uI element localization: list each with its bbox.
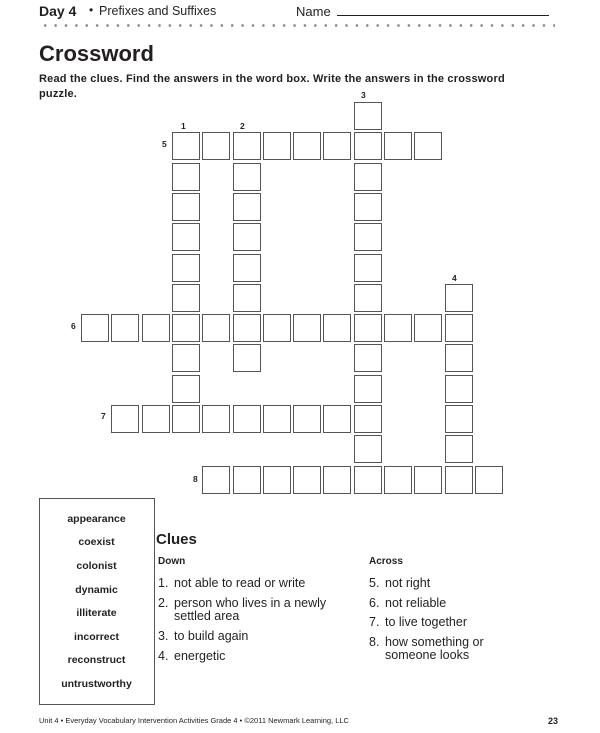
crossword-cell[interactable]	[354, 435, 382, 463]
crossword-cell[interactable]	[202, 132, 230, 160]
crossword-cell[interactable]	[172, 163, 200, 191]
crossword-cell[interactable]	[81, 314, 109, 342]
word-item: incorrect	[74, 631, 119, 643]
crossword-cell[interactable]	[172, 405, 200, 433]
down-clue-2	[158, 597, 336, 623]
crossword-cell[interactable]	[445, 435, 473, 463]
clue-number: 4.	[158, 649, 169, 663]
name-line[interactable]	[337, 15, 549, 16]
word-item: reconstruct	[67, 654, 126, 666]
across-clue-8	[369, 636, 509, 662]
crossword-cell[interactable]	[233, 223, 261, 251]
clue-text: not able to read or write	[174, 576, 306, 590]
crossword-cell[interactable]	[172, 193, 200, 221]
crossword-cell[interactable]	[142, 405, 170, 433]
crossword-cell[interactable]	[384, 132, 412, 160]
crossword-cell[interactable]	[293, 314, 321, 342]
crossword-cell[interactable]	[111, 405, 139, 433]
name-label: Name	[296, 4, 331, 19]
crossword-cell[interactable]	[172, 254, 200, 282]
crossword-cell[interactable]	[384, 466, 412, 494]
crossword-cell[interactable]	[354, 223, 382, 251]
crossword-cell[interactable]	[172, 284, 200, 312]
crossword-cell[interactable]	[233, 344, 261, 372]
crossword-cell[interactable]	[323, 314, 351, 342]
clue-number: 7.	[369, 615, 380, 629]
dotted-divider	[40, 24, 555, 27]
clue-number-2: 2	[240, 121, 245, 131]
crossword-cell[interactable]	[475, 466, 503, 494]
crossword-cell[interactable]	[445, 466, 473, 494]
header-bullet: •	[89, 3, 94, 17]
crossword-cell[interactable]	[354, 466, 382, 494]
crossword-cell[interactable]	[202, 314, 230, 342]
clue-number: 2.	[158, 596, 169, 610]
crossword-cell[interactable]	[233, 284, 261, 312]
clue-number: 3.	[158, 629, 169, 643]
across-clue-6	[369, 597, 539, 610]
clue-text: to build again	[174, 629, 249, 643]
crossword-cell[interactable]	[323, 405, 351, 433]
crossword-cell[interactable]	[445, 314, 473, 342]
clue-text: energetic	[174, 649, 226, 663]
instructions: Read the clues. Find the answers in the word box. Write the answers in the crossword puzzle.	[39, 73, 505, 100]
crossword-cell[interactable]	[354, 102, 382, 130]
crossword-cell[interactable]	[354, 254, 382, 282]
crossword-cell[interactable]	[233, 405, 261, 433]
day-label: Day 4	[39, 3, 77, 19]
crossword-cell[interactable]	[293, 132, 321, 160]
down-clue-4	[158, 650, 358, 663]
down-clue-1	[158, 577, 358, 590]
crossword-cell[interactable]	[354, 314, 382, 342]
clue-number-8: 8	[193, 474, 198, 484]
crossword-cell[interactable]	[172, 223, 200, 251]
across-heading: Across	[369, 556, 403, 567]
clue-number: 6.	[369, 596, 380, 610]
crossword-cell[interactable]	[172, 132, 200, 160]
clue-number: 1.	[158, 576, 169, 590]
clue-number-4: 4	[452, 273, 457, 283]
crossword-cell[interactable]	[293, 466, 321, 494]
clue-number-3: 3	[361, 90, 366, 100]
crossword-cell[interactable]	[293, 405, 321, 433]
crossword-cell[interactable]	[414, 132, 442, 160]
crossword-cell[interactable]	[323, 466, 351, 494]
word-item: illiterate	[76, 607, 117, 619]
page-number: 23	[548, 716, 559, 726]
word-item: colonist	[76, 560, 117, 572]
crossword-cell[interactable]	[233, 314, 261, 342]
clue-text: how something or someone looks	[385, 635, 484, 662]
clue-number: 5.	[369, 576, 380, 590]
crossword-cell[interactable]	[202, 466, 230, 494]
crossword-cell[interactable]	[263, 405, 291, 433]
down-heading: Down	[158, 556, 186, 567]
crossword-cell[interactable]	[172, 314, 200, 342]
word-item: untrustworthy	[61, 678, 132, 690]
crossword-cell[interactable]	[233, 466, 261, 494]
crossword-cell[interactable]	[354, 284, 382, 312]
clue-text: to live together	[385, 615, 467, 629]
clue-text: person who lives in a newly settled area	[174, 596, 327, 623]
clue-text: not right	[385, 576, 431, 590]
crossword-cell[interactable]	[111, 314, 139, 342]
crossword-cell[interactable]	[142, 314, 170, 342]
word-item: dynamic	[75, 584, 118, 596]
page-title: Crossword	[39, 41, 154, 66]
across-clue-7	[369, 616, 539, 629]
crossword-cell[interactable]	[172, 375, 200, 403]
across-clue-5	[369, 577, 539, 590]
crossword-cell[interactable]	[414, 466, 442, 494]
crossword-cell[interactable]	[233, 193, 261, 221]
word-item: appearance	[67, 513, 126, 525]
crossword-cell[interactable]	[233, 132, 261, 160]
clue-text: not reliable	[385, 596, 447, 610]
crossword-cell[interactable]	[445, 375, 473, 403]
crossword-cell[interactable]	[445, 405, 473, 433]
clue-number-1: 1	[181, 121, 186, 131]
crossword-cell[interactable]	[263, 132, 291, 160]
crossword-cell[interactable]	[414, 314, 442, 342]
word-item: coexist	[78, 536, 115, 548]
crossword-cell[interactable]	[354, 163, 382, 191]
clue-number-7: 7	[101, 411, 106, 421]
crossword-cell[interactable]	[384, 314, 412, 342]
crossword-cell[interactable]	[445, 344, 473, 372]
crossword-cell[interactable]	[354, 375, 382, 403]
crossword-cell[interactable]	[354, 405, 382, 433]
crossword-cell[interactable]	[233, 163, 261, 191]
crossword-cell[interactable]	[172, 344, 200, 372]
clues-heading: Clues	[156, 531, 197, 548]
crossword-cell[interactable]	[263, 466, 291, 494]
crossword-cell[interactable]	[354, 344, 382, 372]
crossword-cell[interactable]	[445, 284, 473, 312]
crossword-cell[interactable]	[323, 132, 351, 160]
crossword-cell[interactable]	[263, 314, 291, 342]
subject-label: Prefixes and Suffixes	[99, 4, 217, 18]
crossword-cell[interactable]	[202, 405, 230, 433]
crossword-cell[interactable]	[233, 254, 261, 282]
down-clue-3	[158, 630, 358, 643]
crossword-cell[interactable]	[354, 132, 382, 160]
footer-credit: Unit 4 • Everyday Vocabulary Intervention Activities Grade 4 • ©2011 Newmark Learning, LLC	[39, 716, 349, 725]
clue-number-6: 6	[71, 321, 76, 331]
clue-number-5: 5	[162, 139, 167, 149]
crossword-cell[interactable]	[354, 193, 382, 221]
clue-number: 8.	[369, 635, 380, 649]
word-box	[39, 498, 155, 705]
